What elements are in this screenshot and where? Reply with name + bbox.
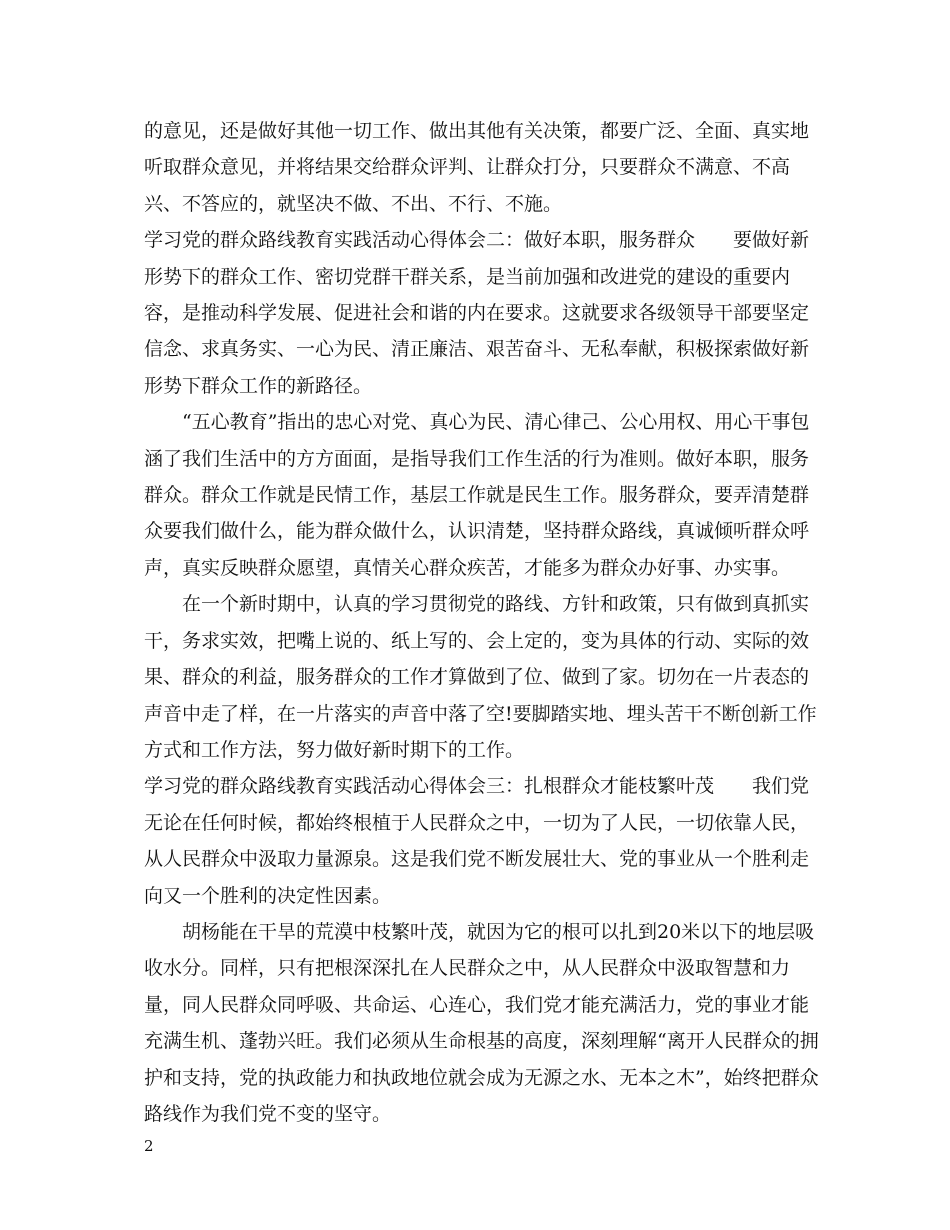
body-text [144, 113, 826, 1132]
paragraph-1: 的意见，还是做好其他一切工作、做出其他有关决策，都要广泛、全面、真实地听取群众意见，并将结果交给群众评判、让群众打分，只要群众不满意、不高兴、不答应的，就坚决不做、不出、不行、不施。 [144, 120, 810, 215]
paragraph-4: 在一个新时期中，认真的学习贯彻党的路线、方针和政策，只有做到真抓实干，务求实效，把嘴上说的、纸上写的、会上定的，变为具体的行动、实际的效果、群众的利益，服务群众的工作才算做到了位、做到了家。切勿在一片表态的声音中走了样，在一片落实的声音中落了空!要脚踏实地、埋头苦干不断创新工作方式和工作方法，努力做好新时期下的工作。 [144, 593, 817, 761]
page-number: 2 [144, 1137, 154, 1155]
paragraph-2-heading: 学习党的群众路线教育实践活动心得体会二：做好本职，服务群众 要做好新形势下的群众工作、密切党群干群关系，是当前加强和改进党的建设的重要内容，是推动科学发展、促进社会和谐的内在要求。这就要求各级领导干部要坚定信念、求真务实、一心为民、清正廉洁、艰苦奋斗、无私奉献，积极探索做好新形势下群众工作的新路径。 [144, 229, 810, 397]
paragraph-3: “五心教育”指出的忠心对党、真心为民、清心律己、公心用权、用心干事包涵了我们生活中的方方面面，是指导我们工作生活的行为准则。做好本职，服务群众。群众工作就是民情工作，基层工作就是民生工作。服务群众，要弄清楚群众要我们做什么，能为群众做什么，认识清楚，坚持群众路线，真诚倾听群众呼声，真实反映群众愿望，真情关心群众疾苦，才能多为群众办好事、办实事。 [144, 411, 810, 579]
paragraph-6: 胡杨能在干旱的荒漠中枝繁叶茂，就因为它的根可以扎到20米以下的地层吸收水分。同样，只有把根深深扎在人民群众之中，从人民群众中汲取智慧和力量，同人民群众同呼吸、共命运、心连心，我们党才能充满活力，党的事业才能充满生机、蓬勃兴旺。我们必须从生命根基的高度，深刻理解“离开人民群众的拥护和支持，党的执政能力和执政地位就会成为无源之水、无本之木”，始终把群众路线作为我们党不变的坚守。 [144, 920, 819, 1125]
paragraph-5-heading: 学习党的群众路线教育实践活动心得体会三：扎根群众才能枝繁叶茂 我们党无论在任何时候，都始终根植于人民群众之中，一切为了人民，一切依靠人民，从人民群众中汲取力量源泉。这是我们党不断发展壮大、党的事业从一个胜利走向又一个胜利的决定性因素。 [144, 775, 810, 907]
